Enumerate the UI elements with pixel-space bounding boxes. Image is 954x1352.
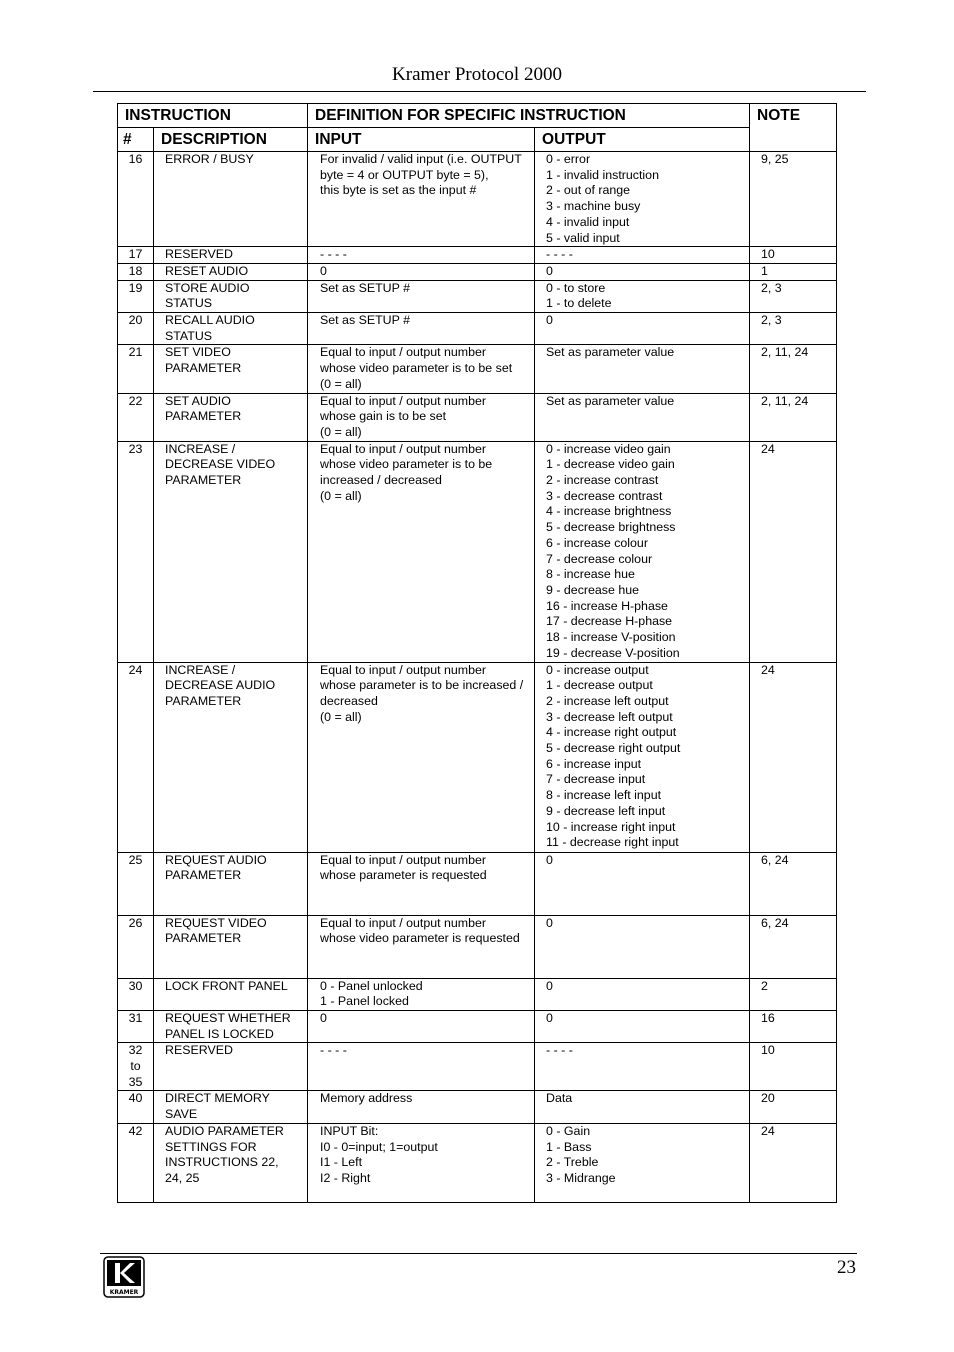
row-input: Equal to input / output number whose gain is to be set (0 = all) <box>308 393 535 441</box>
row-note: 24 <box>750 1123 837 1202</box>
row-input: INPUT Bit: I0 - 0=input; 1=output I1 - Left I2 - Right <box>308 1123 535 1202</box>
row-input: 0 - Panel unlocked 1 - Panel locked <box>308 978 535 1010</box>
table-row <box>118 978 837 1010</box>
row-note: 24 <box>750 662 837 852</box>
row-input: 0 <box>308 1010 535 1042</box>
row-description: SET AUDIO PARAMETER <box>154 393 308 441</box>
header-num: # <box>118 128 154 152</box>
row-output: 0 <box>535 915 750 978</box>
table-row <box>118 1043 837 1091</box>
row-number: 21 <box>118 345 154 393</box>
row-number: 30 <box>118 978 154 1010</box>
row-number: 32 to 35 <box>118 1043 154 1091</box>
header-definition: DEFINITION FOR SPECIFIC INSTRUCTION <box>308 104 750 128</box>
row-note: 2, 3 <box>750 313 837 345</box>
table-row <box>118 1010 837 1042</box>
table-row <box>118 280 837 312</box>
table-row <box>118 345 837 393</box>
row-output: Data <box>535 1091 750 1123</box>
row-note: 24 <box>750 441 837 662</box>
row-number: 22 <box>118 393 154 441</box>
row-output: 0 <box>535 852 750 915</box>
row-description: RESET AUDIO <box>154 263 308 280</box>
row-note: 2, 11, 24 <box>750 393 837 441</box>
row-number: 31 <box>118 1010 154 1042</box>
table-row <box>118 662 837 852</box>
table-header-row-1 <box>118 104 837 128</box>
header-note: NOTE <box>750 104 837 152</box>
table-row <box>118 313 837 345</box>
row-description: INCREASE / DECREASE VIDEO PARAMETER <box>154 441 308 662</box>
row-output: 0 <box>535 313 750 345</box>
row-description: RECALL AUDIO STATUS <box>154 313 308 345</box>
row-input: Equal to input / output number whose video parameter is requested <box>308 915 535 978</box>
row-output: Set as parameter value <box>535 393 750 441</box>
row-input: For invalid / valid input (i.e. OUTPUT byte = 4 or OUTPUT byte = 5), this byte is set as the input # <box>308 152 535 247</box>
row-output: 0 - Gain 1 - Bass 2 - Treble 3 - Midrange <box>535 1123 750 1202</box>
table-row <box>118 852 837 915</box>
row-number: 40 <box>118 1091 154 1123</box>
row-description: SET VIDEO PARAMETER <box>154 345 308 393</box>
row-output: 0 <box>535 978 750 1010</box>
row-input: - - - - <box>308 247 535 264</box>
row-input: - - - - <box>308 1043 535 1091</box>
header-output: OUTPUT <box>535 128 750 152</box>
row-description: DIRECT MEMORY SAVE <box>154 1091 308 1123</box>
row-note: 6, 24 <box>750 915 837 978</box>
row-input: 0 <box>308 263 535 280</box>
row-number: 23 <box>118 441 154 662</box>
row-output: 0 - increase video gain 1 - decrease video gain 2 - increase contrast 3 - decrease contrast 4 - increase brightness 5 - decrease brightness 6 - increase colour 7 - decrease colour 8 - increase hue 9 - decrease hue 16 - increase H-phase 17 - decrease H-phase 18 - increase V-position 19 - decrease V-position <box>535 441 750 662</box>
row-description: REQUEST AUDIO PARAMETER <box>154 852 308 915</box>
protocol-instruction-table <box>117 103 837 1203</box>
table-row <box>118 441 837 662</box>
row-output: 0 - to store 1 - to delete <box>535 280 750 312</box>
row-number: 16 <box>118 152 154 247</box>
row-number: 17 <box>118 247 154 264</box>
row-note: 1 <box>750 263 837 280</box>
row-input: Memory address <box>308 1091 535 1123</box>
row-note: 9, 25 <box>750 152 837 247</box>
header-instruction: INSTRUCTION <box>118 104 308 128</box>
table-row <box>118 1123 837 1202</box>
row-number: 19 <box>118 280 154 312</box>
row-note: 2 <box>750 978 837 1010</box>
row-description: STORE AUDIO STATUS <box>154 280 308 312</box>
row-number: 18 <box>118 263 154 280</box>
row-note: 2, 11, 24 <box>750 345 837 393</box>
header-divider <box>93 91 866 92</box>
row-number: 24 <box>118 662 154 852</box>
header-description: DESCRIPTION <box>154 128 308 152</box>
row-description: AUDIO PARAMETER SETTINGS FOR INSTRUCTIONS 22, 24, 25 <box>154 1123 308 1202</box>
table-row <box>118 393 837 441</box>
table-row <box>118 915 837 978</box>
row-output: 0 - error 1 - invalid instruction 2 - out of range 3 - machine busy 4 - invalid input 5 - valid input <box>535 152 750 247</box>
row-note: 16 <box>750 1010 837 1042</box>
row-description: REQUEST WHETHER PANEL IS LOCKED <box>154 1010 308 1042</box>
row-input: Set as SETUP # <box>308 313 535 345</box>
kramer-logo-icon <box>103 1256 145 1298</box>
row-description: LOCK FRONT PANEL <box>154 978 308 1010</box>
row-note: 10 <box>750 1043 837 1091</box>
row-input: Equal to input / output number whose parameter is to be increased / decreased (0 = all) <box>308 662 535 852</box>
row-description: ERROR / BUSY <box>154 152 308 247</box>
table-row <box>118 152 837 247</box>
row-note: 10 <box>750 247 837 264</box>
header-input: INPUT <box>308 128 535 152</box>
footer-divider <box>100 1253 857 1254</box>
row-number: 26 <box>118 915 154 978</box>
row-output: - - - - <box>535 247 750 264</box>
row-number: 20 <box>118 313 154 345</box>
row-number: 42 <box>118 1123 154 1202</box>
table-row <box>118 263 837 280</box>
row-output: 0 <box>535 1010 750 1042</box>
table-header-row-2 <box>118 128 837 152</box>
row-note: 20 <box>750 1091 837 1123</box>
row-description: REQUEST VIDEO PARAMETER <box>154 915 308 978</box>
row-number: 25 <box>118 852 154 915</box>
row-output: - - - - <box>535 1043 750 1091</box>
row-note: 6, 24 <box>750 852 837 915</box>
page-number: 23 <box>837 1257 856 1278</box>
table-row <box>118 247 837 264</box>
row-input: Equal to input / output number whose video parameter is to be increased / decreased (0 = all) <box>308 441 535 662</box>
row-input: Equal to input / output number whose parameter is requested <box>308 852 535 915</box>
row-input: Equal to input / output number whose video parameter is to be set (0 = all) <box>308 345 535 393</box>
row-note: 2, 3 <box>750 280 837 312</box>
row-output: Set as parameter value <box>535 345 750 393</box>
table-row <box>118 1091 837 1123</box>
row-output: 0 - increase output 1 - decrease output 2 - increase left output 3 - decrease left output 4 - increase right output 5 - decrease right output 6 - increase input 7 - decrease input 8 - increase left input 9 - decrease left input 10 - increase right input 11 - decrease right input <box>535 662 750 852</box>
row-output: 0 <box>535 263 750 280</box>
row-input: Set as SETUP # <box>308 280 535 312</box>
svg-text:KRAMER: KRAMER <box>109 1289 139 1296</box>
page-header-title: Kramer Protocol 2000 <box>392 64 562 85</box>
row-description: RESERVED <box>154 1043 308 1091</box>
row-description: RESERVED <box>154 247 308 264</box>
row-description: INCREASE / DECREASE AUDIO PARAMETER <box>154 662 308 852</box>
